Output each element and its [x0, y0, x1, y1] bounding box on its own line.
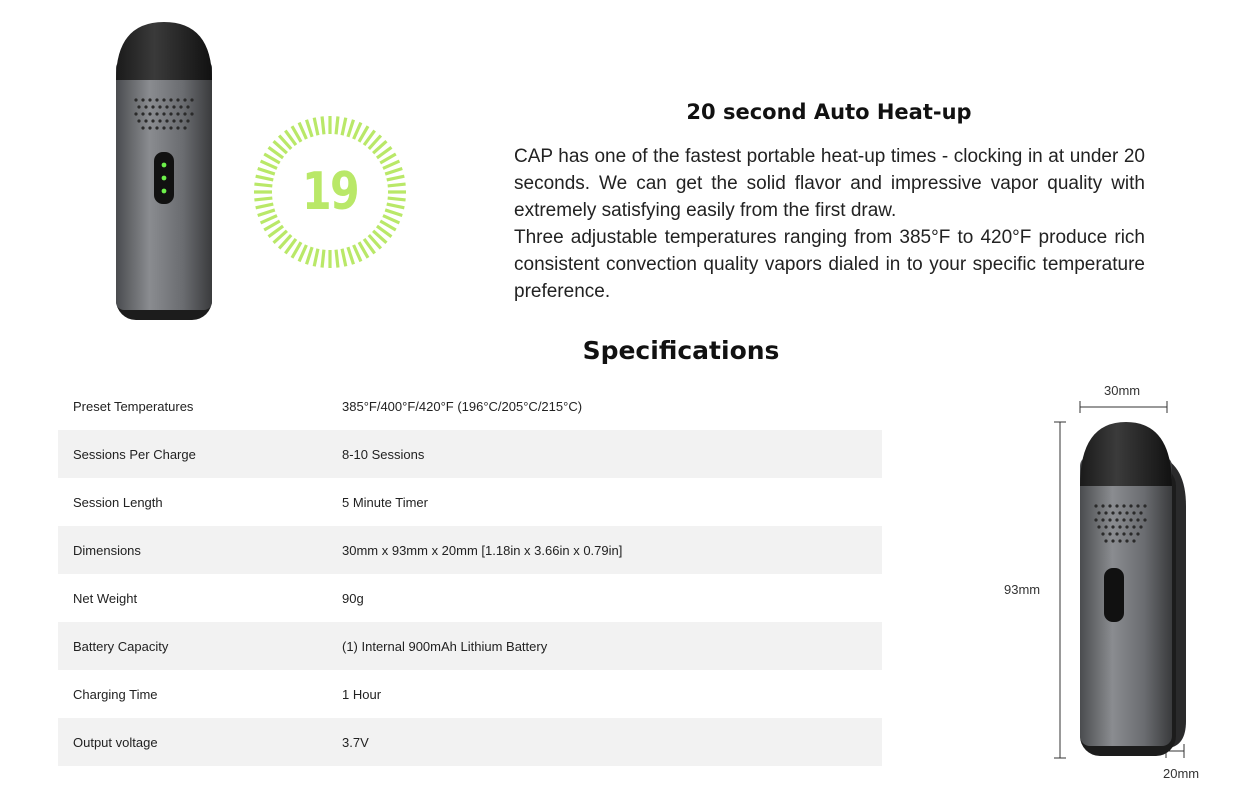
- device-dimension-diagram: [1040, 396, 1240, 776]
- spec-value: (1) Internal 900mAh Lithium Battery: [342, 638, 548, 654]
- spec-value: 5 Minute Timer: [342, 494, 428, 510]
- table-row: [58, 670, 882, 718]
- feature-paragraph: Three adjustable temperatures ranging from 385°F to 420°F produce rich consistent convection quality vapors dialed in to your specific temperature preference.: [514, 227, 1145, 302]
- spec-label: Session Length: [73, 494, 163, 510]
- timer-number: 19: [301, 162, 359, 222]
- width-dimension-line: [1080, 401, 1167, 413]
- device-front-image: [112, 20, 216, 332]
- heat-up-timer: [252, 114, 408, 270]
- spec-label: Sessions Per Charge: [73, 446, 196, 462]
- spec-label: Dimensions: [73, 542, 141, 558]
- spec-label: Charging Time: [73, 686, 158, 702]
- feature-paragraph: CAP has one of the fastest portable heat-up times - clocking in at under 20 seconds. We can get the solid flavor and impressive vapor quality with extremely satisfying easily from the first draw.: [514, 146, 1145, 221]
- spec-value: 90g: [342, 590, 364, 606]
- table-row: [58, 430, 882, 478]
- spec-value: 30mm x 93mm x 20mm [1.18in x 3.66in x 0.79in]: [342, 542, 623, 558]
- power-button: [1104, 568, 1124, 622]
- specifications-table: [58, 382, 882, 766]
- table-row: [58, 718, 882, 766]
- depth-label: 20mm: [1163, 766, 1200, 781]
- led-icon: [162, 176, 167, 181]
- feature-description: [514, 143, 1145, 305]
- height-label: 93mm: [1004, 582, 1041, 597]
- table-row: [58, 622, 882, 670]
- table-row: [58, 478, 882, 526]
- spec-value: 3.7V: [342, 734, 369, 750]
- spec-label: Preset Temperatures: [73, 398, 194, 414]
- table-row: [58, 526, 882, 574]
- feature-title: 20 second Auto Heat-up: [686, 100, 972, 124]
- table-row: [58, 574, 882, 622]
- spec-value: 385°F/400°F/420°F (196°C/205°C/215°C): [342, 398, 583, 414]
- height-dimension-line: [1054, 422, 1066, 758]
- spec-label: Output voltage: [73, 734, 158, 750]
- spec-value: 8-10 Sessions: [342, 446, 425, 462]
- spec-label: Net Weight: [73, 590, 138, 606]
- spec-label: Battery Capacity: [73, 638, 169, 654]
- table-row: [58, 382, 882, 430]
- specifications-title: Specifications: [582, 336, 780, 365]
- spec-value: 1 Hour: [342, 686, 382, 702]
- width-label: 30mm: [1104, 383, 1141, 398]
- led-icon: [162, 163, 167, 168]
- led-icon: [162, 189, 167, 194]
